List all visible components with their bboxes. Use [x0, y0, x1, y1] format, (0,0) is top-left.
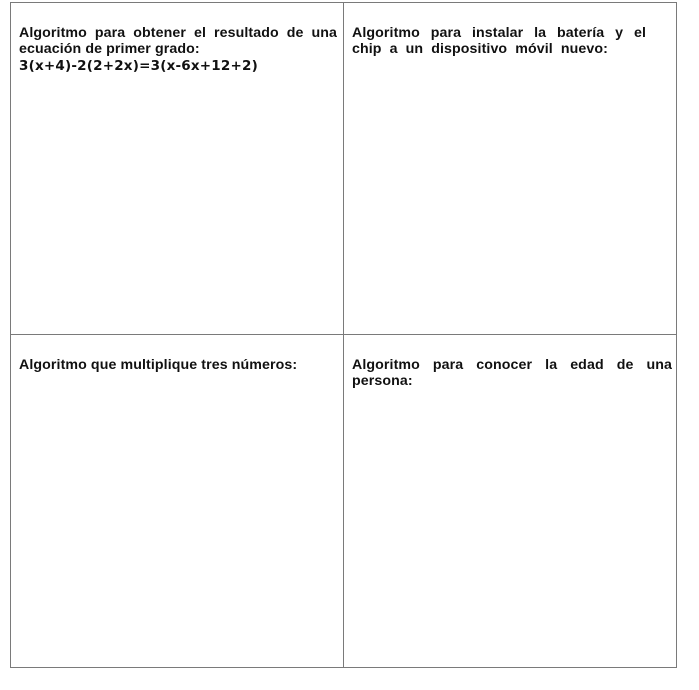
- cell-equation-algorithm: [11, 3, 344, 335]
- cell-multiply-algorithm: [11, 335, 344, 667]
- prompt-equation-algorithm: Algoritmo para obtener el resultado de una ecuación de primer grado:: [19, 25, 337, 57]
- prompt-age-algorithm: Algoritmo para conocer la edad de una persona:: [352, 357, 672, 389]
- cell-age-algorithm: [344, 335, 676, 667]
- prompt-multiply-algorithm: Algoritmo que multiplique tres números:: [19, 357, 298, 373]
- prompt-battery-chip-algorithm: Algoritmo para instalar la batería y el chip a un dispositivo móvil nuevo:: [352, 25, 646, 57]
- cell-battery-chip-algorithm: [344, 3, 676, 335]
- equation-text: 3(x+4)-2(2+2x)=3(x-6x+12+2): [19, 58, 258, 74]
- algorithm-worksheet-table: [10, 2, 677, 668]
